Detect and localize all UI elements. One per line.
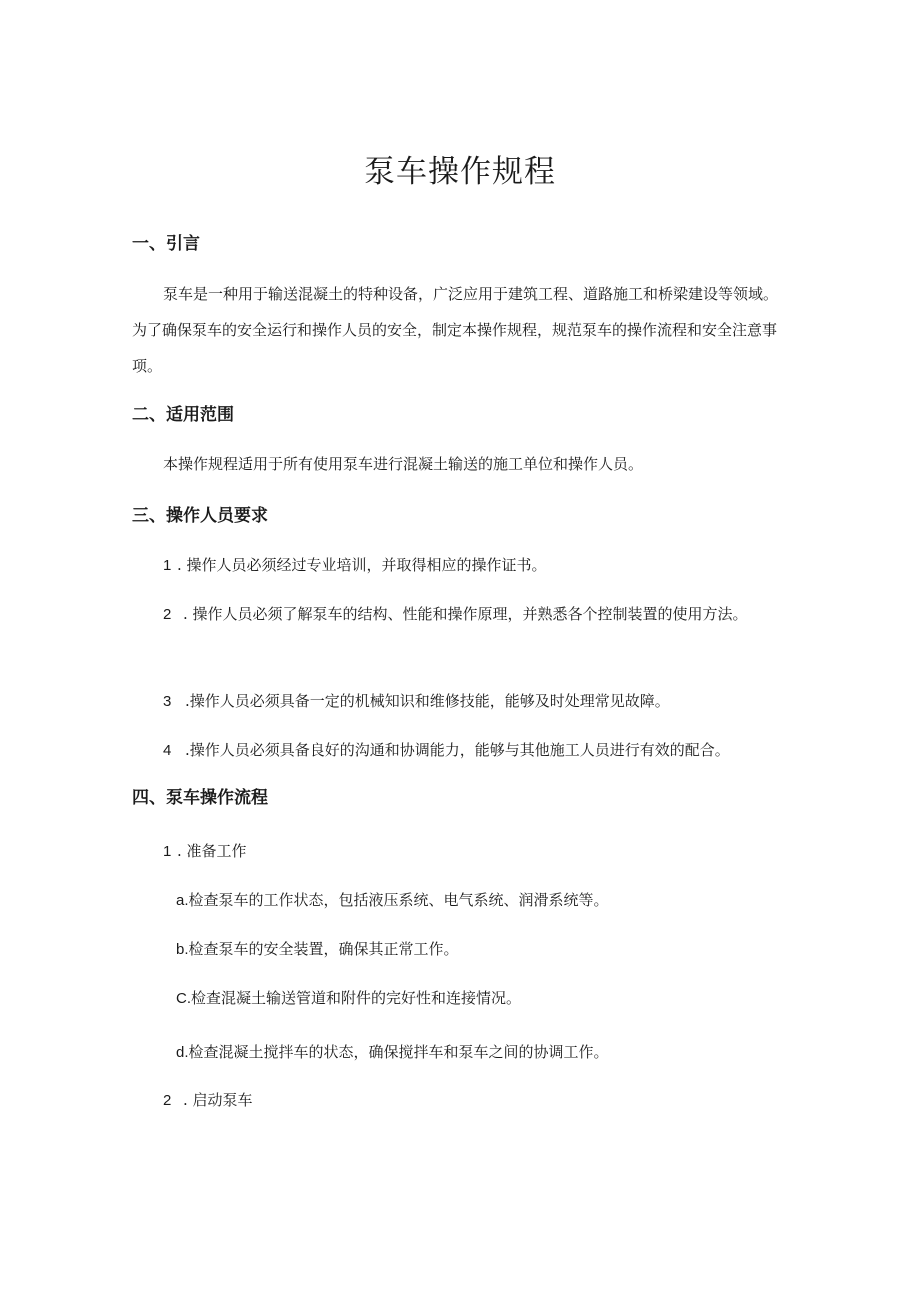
list-item-text: 检查混凝土搅拌车的状态，确保搅拌车和泵车之间的协调工作。 [188,1043,609,1061]
list-item-number: 1 [163,557,172,574]
list-item-number: 2 [163,606,172,623]
sub-heading [163,1088,253,1113]
list-item [176,937,459,962]
list-item [176,986,521,1011]
section-heading-intro: 一、引言 [132,234,200,254]
list-item [132,596,800,633]
list-item-text: .操作人员必须具备良好的沟通和协调能力，能够与其他施工人员进行有效的配合。 [185,741,730,759]
list-item-letter: b. [176,941,189,958]
list-item-text: 检查泵车的安全装置，确保其正常工作。 [188,940,459,958]
section-paragraph-intro: 泵车是一种用于输送混凝土的特种设备，广泛应用于建筑工程、道路施工和桥梁建设等领域。为了确保泵车的安全运行和操作人员的安全，制定本操作规程，规范泵车的操作流程和安全注意事项。 [132,285,779,375]
list-item-text: 检查混凝土输送管道和附件的完好性和连接情况。 [191,989,522,1007]
list-item-letter: d. [176,1044,189,1061]
list-item [176,888,609,913]
list-item-text: . 操作人员必须了解泵车的结构、性能和操作原理，并熟悉各个控制装置的使用方法。 [183,605,748,623]
sub-heading-text: . 启动泵车 [183,1091,253,1109]
list-item-text: . 操作人员必须经过专业培训，并取得相应的操作证书。 [177,556,547,574]
section-heading-operation-process: 四、泵车操作流程 [132,788,268,808]
list-item [176,1040,609,1065]
sub-heading-number: 2 [163,1092,172,1109]
list-item-number: 4 [163,742,172,759]
list-item [163,689,670,714]
sub-heading-text: . 准备工作 [177,842,247,860]
section-paragraph-scope: 本操作规程适用于所有使用泵车进行混凝土输送的施工单位和操作人员。 [163,455,644,473]
document-title: 泵车操作规程 [364,154,556,190]
list-item-letter: C. [176,990,191,1007]
list-item-letter: a. [176,892,189,909]
list-item [163,738,730,763]
list-item-number: 3 [163,693,172,710]
list-item-text: 检查泵车的工作状态，包括液压系统、电气系统、润滑系统等。 [188,891,609,909]
section-heading-operator-requirements: 三、操作人员要求 [132,506,268,526]
sub-heading-number: 1 [163,843,172,860]
list-item-text: .操作人员必须具备一定的机械知识和维修技能，能够及时处理常见故障。 [185,692,670,710]
list-item [163,553,547,578]
section-heading-scope: 二、适用范围 [132,405,234,425]
sub-heading [163,839,247,864]
